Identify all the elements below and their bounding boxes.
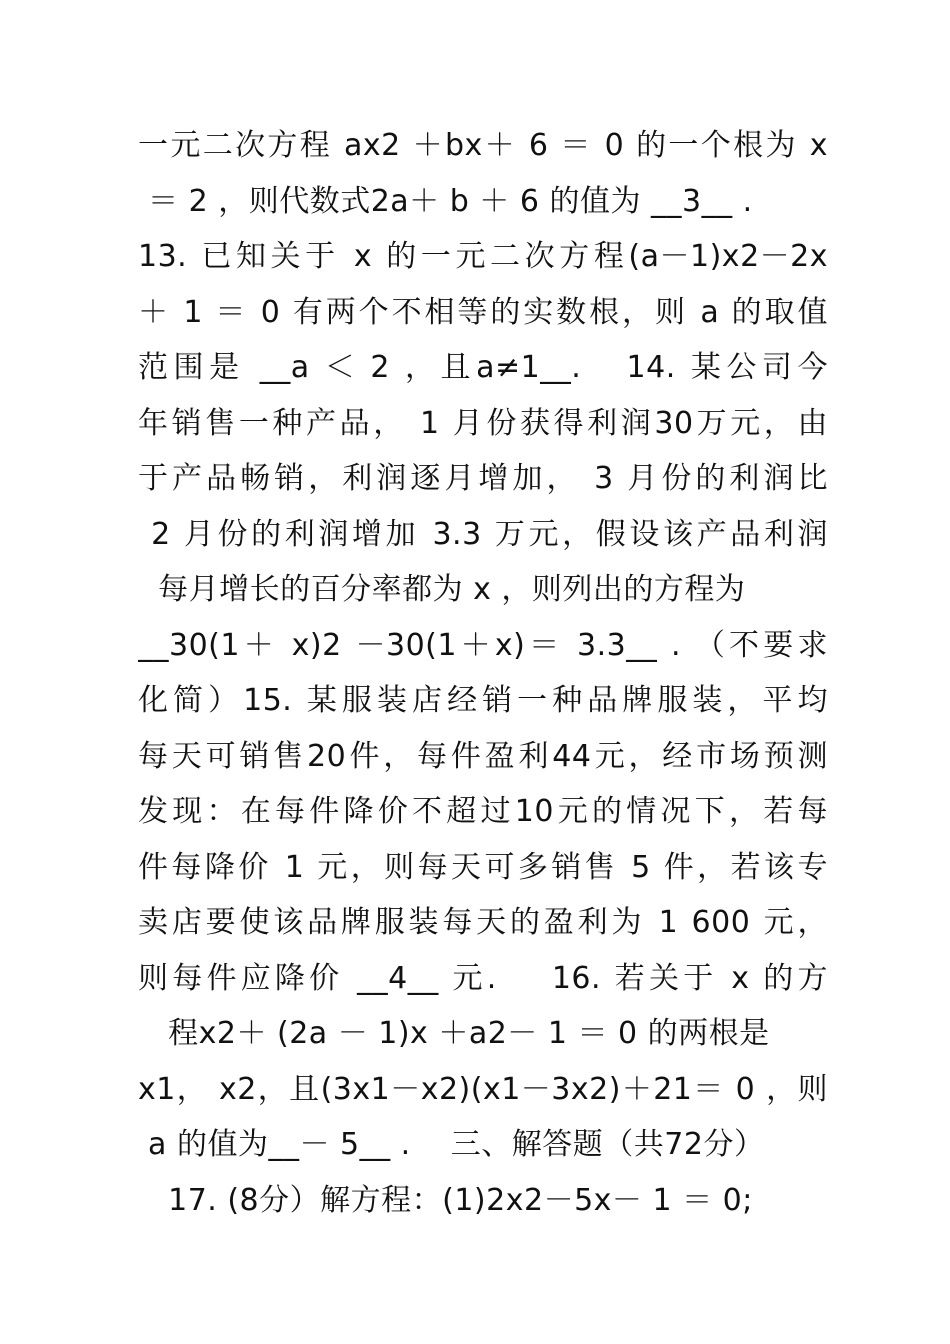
text-line: 件每降价 1 元，则每天可多销售 5 件，若该专 — [138, 849, 828, 885]
text-line: 则每件应降价 __4__ 元. 16. 若关于 x 的方 — [138, 960, 828, 996]
text-line: ＝ 2 ，则代数式2a＋ b ＋ 6 的值为 __3__ . — [138, 183, 753, 219]
text-line: 程x2＋ (2a － 1)x ＋a2－ 1 ＝ 0 的两根是 — [138, 1016, 770, 1051]
text-line: a 的值为__－ 5__ . 三、解答题（共72分） — [138, 1127, 765, 1162]
text-line: 17. (8分）解方程：(1)2x2－5x－ 1 ＝ 0; — [138, 1182, 753, 1218]
text-line: __30(1＋ x)2 －30(1＋x)＝ 3.3__ . （不要求 — [138, 627, 828, 663]
text-line: 每天可销售20件，每件盈利44元，经市场预测 — [138, 738, 828, 774]
text-line: 每月增长的百分率都为 x ，则列出的方程为 — [138, 572, 746, 607]
text-line: 化简）15. 某服装店经销一种品牌服装，平均 — [138, 683, 828, 718]
text-line: 一元二次方程 ax2 ＋bx＋ 6 ＝ 0 的一个根为 x — [138, 128, 828, 163]
text-line: 范围是 __a ＜ 2 ，且a≠1__. 14. 某公司今 — [138, 350, 828, 385]
text-line: 13. 已知关于 x 的一元二次方程(a－1)x2－2x — [138, 239, 828, 274]
text-line: 于产品畅销，利润逐月增加， 3 月份的利润比 — [138, 461, 828, 496]
text-line: ＋ 1 ＝ 0 有两个不相等的实数根，则 a 的取值 — [138, 294, 828, 330]
text-line: 年销售一种产品， 1 月份获得利润30万元，由 — [138, 405, 828, 441]
text-line: 发现：在每件降价不超过10元的情况下，若每 — [138, 794, 828, 829]
problem-text — [138, 118, 828, 1228]
text-line: 卖店要使该品牌服装每天的盈利为 1 600 元， — [138, 905, 828, 940]
text-line: 2 月份的利润增加 3.3 万元，假设该产品利润 — [138, 516, 828, 552]
text-line: x1， x2，且(3x1－x2)(x1－3x2)＋21＝ 0 ，则 — [138, 1071, 828, 1107]
